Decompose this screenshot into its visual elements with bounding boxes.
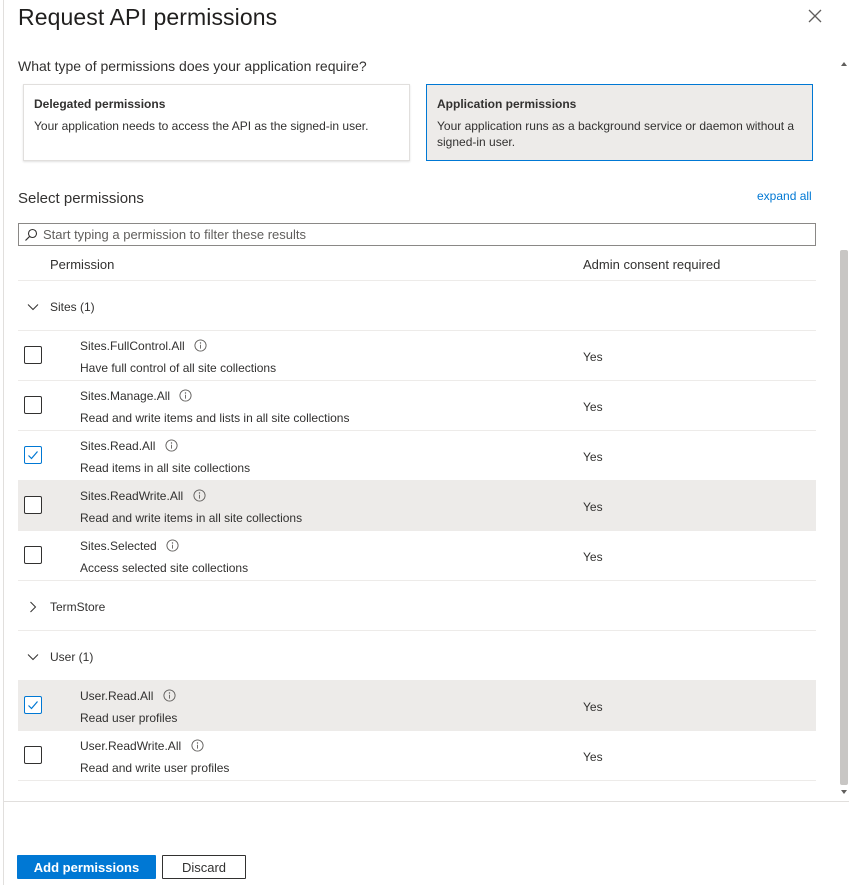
admin-consent-value: Yes	[583, 700, 603, 714]
permission-name	[80, 539, 179, 553]
permission-name	[80, 439, 178, 453]
search-icon	[24, 228, 38, 242]
admin-consent-value: Yes	[583, 550, 603, 564]
chevron-down-icon	[26, 650, 40, 664]
permission-description: Have full control of all site collections	[80, 361, 277, 375]
checkbox-sites-readwrite-all[interactable]	[24, 496, 42, 514]
select-permissions-label: Select permissions	[18, 190, 144, 207]
column-header-permission: Permission	[50, 257, 115, 272]
chevron-right-icon	[26, 600, 40, 614]
close-button[interactable]	[807, 8, 827, 28]
page-title: Request API permissions	[18, 4, 278, 30]
permission-name-text: Sites.Selected	[80, 539, 157, 553]
permission-description: Read and write items in all site collections	[80, 511, 303, 525]
permission-description: Read and write items and lists in all site collections	[80, 411, 350, 425]
group-row-user[interactable]	[18, 631, 816, 681]
info-icon[interactable]	[194, 339, 207, 352]
checkbox-sites-fullcontrol-all[interactable]	[24, 346, 42, 364]
permission-description: Read and write user profiles	[80, 761, 230, 775]
info-icon[interactable]	[166, 539, 179, 552]
application-permissions-title: Application permissions	[437, 97, 577, 111]
permission-name-text: Sites.FullControl.All	[80, 339, 185, 353]
permission-row-sites-readwrite-all	[18, 481, 816, 531]
permissions-table-header	[18, 250, 816, 281]
admin-consent-value: Yes	[583, 400, 603, 414]
group-row-termstore[interactable]	[18, 581, 816, 631]
permission-name	[80, 739, 204, 753]
delegated-permissions-description: Your application needs to access the API as the signed-in user.	[34, 119, 369, 133]
permission-name-text: Sites.Read.All	[80, 439, 156, 453]
group-label-sites: Sites (1)	[50, 300, 95, 314]
group-label-termstore: TermStore	[50, 600, 106, 614]
permission-row-sites-read-all	[18, 431, 816, 481]
application-permissions-card[interactable]	[426, 84, 813, 161]
permission-row-user-readwrite-all	[18, 731, 816, 781]
permission-search-box	[18, 223, 816, 246]
admin-consent-value: Yes	[583, 500, 603, 514]
admin-consent-value: Yes	[583, 350, 603, 364]
permission-description: Read items in all site collections	[80, 461, 251, 475]
info-icon[interactable]	[163, 689, 176, 702]
permission-search-input[interactable]	[43, 225, 803, 244]
scroll-up-arrow-icon[interactable]	[840, 60, 848, 68]
permission-name-text: Sites.ReadWrite.All	[80, 489, 184, 503]
permission-type-question: What type of permissions does your application require?	[18, 58, 367, 74]
permissions-table	[18, 250, 816, 781]
admin-consent-value: Yes	[583, 450, 603, 464]
vertical-scrollbar[interactable]	[838, 58, 849, 800]
checkbox-user-read-all[interactable]	[24, 696, 42, 714]
permission-description: Read user profiles	[80, 711, 178, 725]
checkmark-icon	[26, 448, 40, 462]
checkmark-icon	[26, 698, 40, 712]
application-permissions-description: Your application runs as a background service or daemon without a signed-in user.	[437, 119, 795, 149]
group-row-sites[interactable]	[18, 281, 816, 331]
permission-name-text: User.Read.All	[80, 689, 154, 703]
scroll-down-arrow-icon[interactable]	[840, 788, 848, 796]
info-icon[interactable]	[165, 439, 178, 452]
permission-name	[80, 489, 206, 503]
info-icon[interactable]	[191, 739, 204, 752]
permission-name-text: Sites.Manage.All	[80, 389, 171, 403]
add-permissions-button[interactable]: Add permissions	[17, 855, 156, 879]
checkbox-sites-selected[interactable]	[24, 546, 42, 564]
checkbox-user-readwrite-all[interactable]	[24, 746, 42, 764]
permission-name	[80, 339, 207, 353]
expand-all-link[interactable]: expand all	[757, 189, 812, 203]
admin-consent-value: Yes	[583, 750, 603, 764]
delegated-permissions-title: Delegated permissions	[34, 97, 166, 111]
info-icon[interactable]	[179, 389, 192, 402]
permission-name	[80, 689, 176, 703]
checkbox-sites-manage-all[interactable]	[24, 396, 42, 414]
checkbox-sites-read-all[interactable]	[24, 446, 42, 464]
request-api-permissions-panel	[3, 0, 849, 885]
discard-button[interactable]: Discard	[162, 855, 246, 879]
delegated-permissions-card[interactable]	[23, 84, 410, 161]
chevron-down-icon	[26, 300, 40, 314]
permission-description: Access selected site collections	[80, 561, 249, 575]
permission-name-text: User.ReadWrite.All	[80, 739, 182, 753]
footer-divider	[3, 801, 849, 802]
group-label-user: User (1)	[50, 650, 94, 664]
close-icon	[807, 8, 823, 24]
scrollbar-thumb[interactable]	[840, 250, 848, 785]
column-header-admin-consent: Admin consent required	[583, 257, 721, 272]
permission-row-user-read-all	[18, 681, 816, 731]
permission-name	[80, 389, 192, 403]
permission-row-sites-fullcontrol-all	[18, 331, 816, 381]
info-icon[interactable]	[193, 489, 206, 502]
permission-row-sites-selected	[18, 531, 816, 581]
permission-row-sites-manage-all	[18, 381, 816, 431]
